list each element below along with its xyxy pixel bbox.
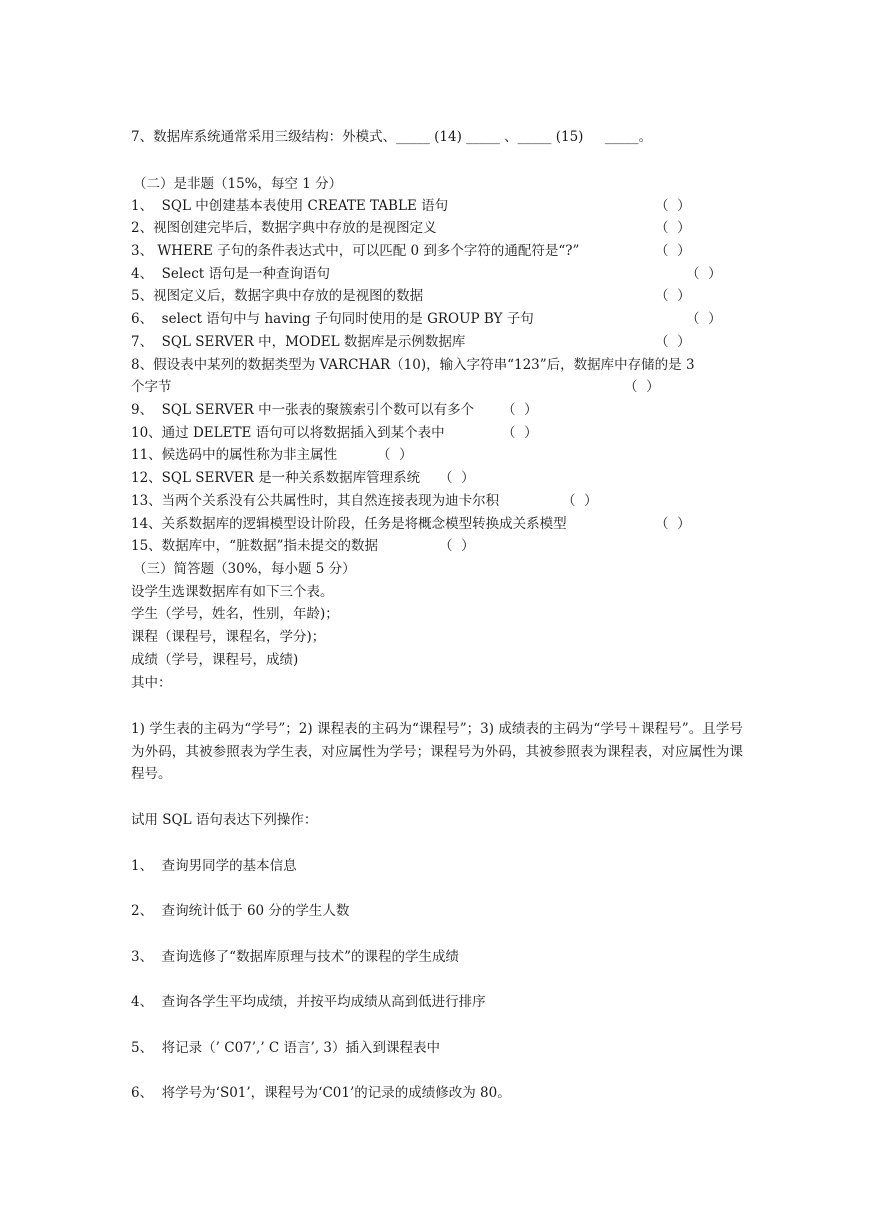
among-label: 其中： <box>131 675 172 691</box>
tf-answer-14: （ ） <box>655 516 691 532</box>
tf-item-11: 11、候选码中的属性称为非主属性 <box>131 447 338 463</box>
true-false-heading: （二）是非题（15%，每空 1 分） <box>133 176 343 192</box>
tf-answer-13: （ ） <box>562 493 598 509</box>
tf-item-13: 13、当两个关系没有公共属性时，其自然连接表现为迪卡尔积 <box>131 493 500 509</box>
tf-answer-7: （ ） <box>655 334 691 350</box>
tf-item-10: 10、通过 DELETE 语句可以将数据插入到某个表中 <box>131 425 445 441</box>
tf-answer-9: （ ） <box>502 402 538 418</box>
question-1: 1、 查询男同学的基本信息 <box>131 858 297 874</box>
tf-answer-4: （ ） <box>686 266 722 282</box>
fill-item-7: 7、数据库系统通常采用三级结构：外模式、_____ (14) _____ 、_____ (15) _____。 <box>131 129 653 145</box>
tf-item-15: 15、数据库中，“脏数据”指未提交的数据 <box>131 538 378 554</box>
tf-item-12: 12、SQL SERVER 是一种关系数据库管理系统 <box>131 470 421 486</box>
constraints-paragraph: 1) 学生表的主码为“学号”；2) 课程表的主码为“课程号”；3) 成绩表的主码为“学号＋课程号”。且学号为外码，其被参照表为学生表，对应属性为学号；课程号为外码，其被参照表为课程表，对应属性为课程号。 <box>131 721 743 782</box>
tf-item-5: 5、视图定义后，数据字典中存放的是视图的数据 <box>131 288 424 304</box>
tf-answer-1: （ ） <box>655 198 691 214</box>
table-course: 课程（课程号，课程名，学分)； <box>131 629 326 645</box>
tf-answer-6: （ ） <box>686 311 722 327</box>
tf-item-8-cont: 个字节 <box>131 379 172 395</box>
short-answer-intro: 设学生选课数据库有如下三个表。 <box>131 584 334 600</box>
question-2: 2、 查询统计低于 60 分的学生人数 <box>131 903 350 919</box>
table-student: 学生（学号，姓名，性别，年龄)； <box>131 606 339 622</box>
tf-item-3: 3、 WHERE 子句的条件表达式中，可以匹配 0 到多个字符的通配符是“?” <box>131 243 580 259</box>
tf-item-7: 7、 SQL SERVER 中，MODEL 数据库是示例数据库 <box>131 334 466 350</box>
tf-answer-8: （ ） <box>624 379 660 395</box>
tf-item-6: 6、 select 语句中与 having 子句同时使用的是 GROUP BY 子句 <box>131 311 534 327</box>
tf-item-8: 8、假设表中某列的数据类型为 VARCHAR（10)，输入字符串“123”后，数据库中存储的是 3 <box>131 357 695 373</box>
tf-answer-12: （ ） <box>439 470 475 486</box>
tf-answer-2: （ ） <box>655 220 691 236</box>
short-answer-heading: （三）简答题（30%，每小题 5 分） <box>133 561 356 577</box>
tf-answer-15: （ ） <box>439 538 475 554</box>
tf-item-2: 2、视图创建完毕后，数据字典中存放的是视图定义 <box>131 220 437 236</box>
question-3: 3、 查询选修了“数据库原理与技术”的课程的学生成绩 <box>131 949 459 965</box>
sql-instruction: 试用 SQL 语句表达下列操作： <box>131 812 318 828</box>
tf-item-4: 4、 Select 语句是一种查询语句 <box>131 266 330 282</box>
tf-item-1: 1、 SQL 中创建基本表使用 CREATE TABLE 语句 <box>131 198 449 214</box>
tf-answer-10: （ ） <box>502 425 538 441</box>
question-4: 4、 查询各学生平均成绩，并按平均成绩从高到低进行排序 <box>131 994 486 1010</box>
question-5: 5、 将记录（’ C07’,’ C 语言’, 3）插入到课程表中 <box>131 1040 441 1056</box>
tf-answer-5: （ ） <box>655 288 691 304</box>
question-6: 6、 将学号为‘S01’，课程号为‘C01’的记录的成绩修改为 80。 <box>131 1085 511 1101</box>
tf-answer-3: （ ） <box>655 243 691 259</box>
tf-answer-11: （ ） <box>377 447 413 463</box>
tf-item-14: 14、关系数据库的逻辑模型设计阶段，任务是将概念模型转换成关系模型 <box>131 516 567 532</box>
tf-item-9: 9、 SQL SERVER 中一张表的聚簇索引个数可以有多个 <box>131 402 475 418</box>
table-score: 成绩（学号，课程号，成绩) <box>131 652 299 668</box>
